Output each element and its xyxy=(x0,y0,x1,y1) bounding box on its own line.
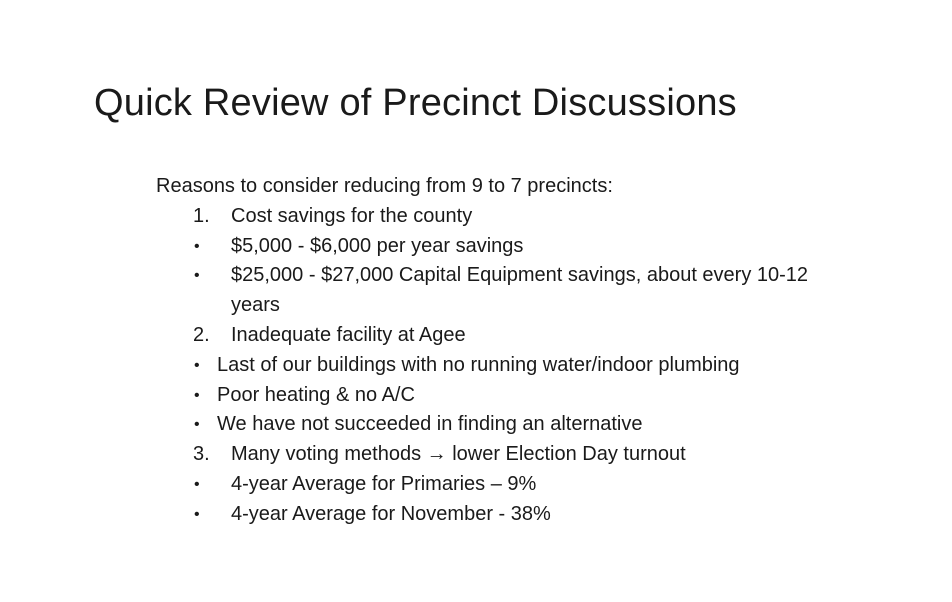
list-item xyxy=(156,202,831,321)
sub-list-item xyxy=(194,232,831,262)
slide-body xyxy=(156,172,831,530)
sub-item-text: We have not succeeded in finding an alternative xyxy=(217,413,643,436)
sub-list xyxy=(194,470,831,530)
intro-text: Reasons to consider reducing from 9 to 7 precincts: xyxy=(156,175,613,197)
sub-list-item xyxy=(194,381,831,411)
item-number: 2. xyxy=(193,323,210,346)
sub-item-text: $25,000 - $27,000 Capital Equipment savings, about every 10-12 years xyxy=(231,264,809,317)
item-text: Many voting methods → lower Election Day turnout xyxy=(231,443,686,466)
item-text: Inadequate facility at Agee xyxy=(231,323,466,346)
item-number: 3. xyxy=(193,443,210,466)
sub-list-item xyxy=(194,351,831,381)
item-number: 1. xyxy=(193,204,210,227)
bullet-icon: • xyxy=(194,505,200,523)
sub-list-item xyxy=(194,500,831,530)
sub-list-item xyxy=(194,470,831,500)
reasons-list xyxy=(156,202,831,530)
sub-item-text: $5,000 - $6,000 per year savings xyxy=(231,234,524,257)
bullet-icon: • xyxy=(194,356,200,374)
bullet-icon: • xyxy=(194,475,200,493)
bullet-icon: • xyxy=(194,237,200,255)
bullet-icon: • xyxy=(194,386,200,404)
sub-list-item xyxy=(194,410,831,440)
item-text: Cost savings for the county xyxy=(231,204,473,227)
sub-list xyxy=(194,351,831,440)
sub-item-text: Poor heating & no A/C xyxy=(217,383,415,406)
slide-title: Quick Review of Precinct Discussions xyxy=(94,82,737,124)
sub-item-text: 4-year Average for Primaries – 9% xyxy=(231,472,537,495)
list-item xyxy=(156,321,831,440)
list-item xyxy=(156,440,831,529)
sub-list-item xyxy=(194,261,831,321)
sub-item-text: Last of our buildings with no running water/indoor plumbing xyxy=(217,353,740,376)
sub-item-text: 4-year Average for November - 38% xyxy=(231,502,551,525)
bullet-icon: • xyxy=(194,416,200,434)
bullet-icon: • xyxy=(194,267,200,285)
sub-list xyxy=(194,232,831,321)
